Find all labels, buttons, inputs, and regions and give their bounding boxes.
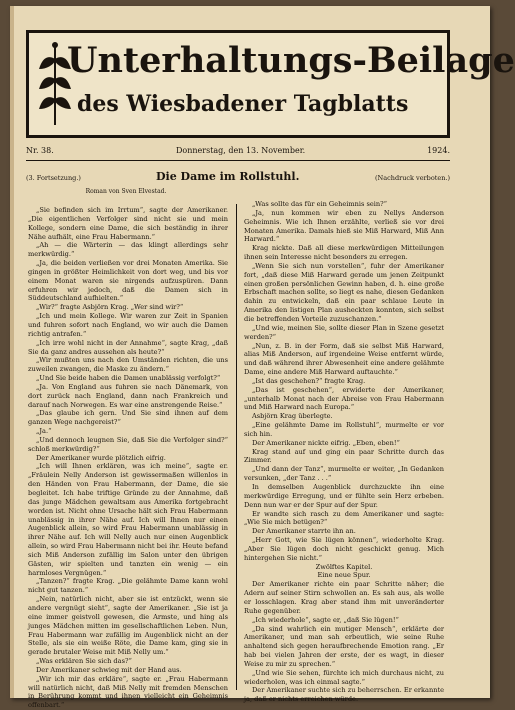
issue-date: Donnerstag, den 13. November. [176, 146, 306, 155]
paragraph: Der Amerikaner wurde plötzlich eifrig. [36, 453, 166, 462]
paragraph: „Und Sie beide haben die Damen unablässig verfolgt?“ [36, 374, 221, 383]
paragraph: „Sie befinden sich im Irrtum“, sagte der Amerikaner. „Die eigentlichen Verfolger sind nicht sie und mein Kollege, sondern eine Dame, die sich beständig in ihrer Nähe aufhält, eine Frau Habermann.“ [28, 206, 228, 241]
chapter-heading: Eine neue Spur. [317, 571, 371, 580]
paragraph: „Wenn Sie sich nun vorstellen“, fuhr der Amerikaner fort, „daß diese Miß Harward gerade um jenen Zeitpunkt einen großen persönlichen Gewinn haben, d. h. eine große Erbschaft machen sollte, so liegt es nahe, diesen Gedanken dahin zu entwickeln, daß ein paar schlaue Leute in Amerika den listigen Plan ausheckten konnten, sich selbst die betreffenden Vorteile zuzuschanzen.“ [244, 261, 444, 323]
article-header [26, 170, 450, 186]
paragraph: „Nun, z. B. in der Form, daß sie selbst Miß Harward, alias Miß Anderson, auf irgendeine Weise entfernt würde, und daß während ihrer Abwesenheit eine andere gelähmte Dame, eine andere Miß Harward auftauchte.“ [244, 341, 444, 377]
masthead [26, 30, 515, 138]
paragraph: „Nein, natürlich nicht, aber sie ist entzückt, wenn sie andere vergnügt sieht“, sagte der Amerikaner. „Sie ist ja eine immer geistvoll gewesen, die Armste, und hing als junges Mädchen mitten im gesellschaftlichen Leben. Nun, Frau Habermann war zufällig im Augenblick nicht an der Stelle, als sie ein weiße Röte, die Dame kam, ging sie in gerade brutaler Weise mit Miß Nelly um.“ [28, 595, 228, 657]
paragraph: „Was erklären Sie sich das?“ [36, 657, 132, 666]
paragraph: „Eine gelähmte Dame im Rollstuhl“, murmelte er vor sich hin. [244, 421, 444, 438]
paragraph: Der Amerikaner schwieg mit der Hand aus. [36, 665, 182, 674]
paragraph: „Ich irre wohl nicht in der Annahme“, sagte Krag, „daß Sie da ganz andres aussehen als heute?“ [28, 338, 228, 356]
issue-year: 1924. [427, 146, 450, 155]
paragraph: „Das ist geschehen“, erwiderte der Amerikaner, „unterhalb Monat nach der Abreise von Frau Habermann und Miß Harward nach Europa.“ [244, 385, 444, 412]
paragraph: „Herr Gott, wie Sie lügen können“, wiederholte Krag. „Aber Sie lügen doch nicht geschickt genug. Mich hintergehen Sie nicht.“ [244, 536, 444, 562]
paragraph: Krag nickte. Daß all diese merkwürdigen Mitteilungen ihnen sein Interesse nicht besonders zu erregen. [244, 244, 444, 262]
paragraph: „Ah — die Wärterin — das klingt allerdings sehr merkwürdig.“ [28, 241, 228, 259]
paragraph: „Das glaube ich gern. Und Sie sind ihnen auf dem ganzen Wege nachgereist?“ [28, 409, 228, 427]
paragraph: Er wandte sich rasch zu dem Amerikaner und sagte: „Wie Sie mich betügen?“ [244, 509, 444, 527]
paragraph: „Und wie Sie sehen, fürchte ich mich durchaus nicht, zu wiederholen, was ich einmal sagte.“ [244, 668, 444, 686]
issue-number: Nr. 38. [26, 146, 54, 155]
paragraph: „Ist das geschehen?“ fragte Krag. [252, 376, 366, 385]
paragraph: In demselben Augenblick durchzuckte ihn eine merkwürdige Erregung, und er fühlte sein Herz erbeben. Denn nun war er der Spur auf der Spur. [244, 483, 444, 509]
paragraph: „Und wie, meinen Sie, sollte dieser Plan in Szene gesetzt werden?“ [244, 323, 444, 341]
paragraph: „Ja, die beiden verließen vor drei Monaten Amerika. Sie gingen in größter Heimlichkeit von dort weg, und bis vor einem Monat waren sie nirgends aufzuspüren. Dann erfuhren wir jedoch, daß die Damen sich in Süddeutschland aufhielten.“ [28, 259, 228, 303]
page-binding-edge [10, 6, 14, 698]
column-divider [236, 204, 237, 690]
paragraph: Der Amerikaner starrte ihn an. [252, 527, 356, 536]
chapter-heading: Zwölftes Kapitel. [315, 562, 373, 571]
masthead-subtitle: des Wiesbadener Tagblatts [77, 91, 409, 117]
paragraph: „Wir?“ fragte Asbjörn Krag. „Wer sind wir?“ [36, 303, 184, 312]
paragraph: „Wir ich mir das erkläre“, sagte er. „Frau Habermann will natürlich nicht, daß Miß Nelly mit fremden Menschen in Berührung kommt und ihnen vielleicht ein Geheimnis offenbart.“ [28, 674, 228, 710]
newspaper-page [10, 6, 515, 710]
article-title: Die Dame im Rollstuhl. [156, 170, 300, 183]
dateline [26, 144, 450, 158]
paragraph: „Ich wiederhole“, sagte er, „daß Sie lügen!“ [252, 615, 399, 624]
paragraph: „Ja.“ [36, 427, 52, 436]
paragraph: Asbjörn Krag überlegte. [252, 412, 333, 421]
paragraph: „Tanzen?“ fragte Krag. „Die gelähmte Dame kann wohl nicht gut tanzen.“ [28, 577, 228, 595]
left-column [28, 206, 228, 710]
paragraph: „Ja. Von England aus fuhren sie nach Dänemark, von dort zurück nach England, dann nach Frankreich und darauf nach Norwegen. Es war eine anstrengende Reise.“ [28, 382, 228, 409]
paragraph: „Was sollte das für ein Geheimnis sein?“ [252, 200, 387, 208]
paragraph: Krag stand auf und ging ein paar Schritte durch das Zimmer. [244, 447, 444, 465]
right-column [244, 200, 444, 704]
paragraph: Der Amerikaner nickte eifrig. „Eben, eben!“ [252, 438, 400, 447]
byline: Roman von Sven Elvestad. [85, 188, 167, 195]
paragraph: Der Amerikaner suchte sich zu beherrschen. Er erkannte ja, daß er nichts erreichen würde. [244, 686, 444, 704]
paragraph: „Ich will Ihnen erklären, was ich meine“, sagte er. „Fräulein Nelly Anderson ist gewissermaßen willenlos in den Händen von Frau Habermann, der Dame, die sie begleitet. Ich habe triftige Gründe zu der Annahme, daß das junge Mädchen gewaltsam aus Amerika fortgebracht worden ist. Nicht ohne Ursache hält sich Frau Habermann unablässig in ihrer Nähe auf. Ich will Ihnen nur einen Augenblick allein, so wird Frau Habermann unablässig in ihrer Nähe auf. Ich will Nelly auch nur einen Augenblick allein, so wird Frau Habermann nicht bei ihr. Heute befand sich Miß Anderson zufällig im Salon unter den übrigen Gästen, wir spielten und tanzten ein wenig — ein harmloses Vergnügen.“ [28, 462, 228, 577]
paragraph: „Da sind wahrlich ein mutiger Mensch“, erklärte der Amerikaner, und man sah erbeutlich, wie seine Ruhe anhaltend sich gegen heraufbrechende Emotion rang. „Er hab bei vielen Jahren der erste, der es wagt, in dieser Weise zu mir zu sprechen.“ [244, 624, 444, 668]
masthead-title: Unterhaltungs-Beilage [67, 40, 515, 81]
paragraph: „Ja, nun kommen wir eben zu Nellys Anderson Geheimnis. Wie ich Ihnen erzählte, verließ sie vor drei Monaten Amerika. Damals hieß sie Miß Harward, Miß Ann Harward.“ [244, 208, 444, 244]
paragraph: „Wir mußten uns nach den Umständen richten, die uns zuweilen zwangen, die Maske zu ändern.“ [28, 356, 228, 374]
paragraph: „Ich und mein Kollege. Wir waren zur Zeit in Spanien und fuhren sofort nach England, wo wir auch die Damen richtig antrafen.“ [28, 312, 228, 338]
reprint-notice: (Nachdruck verboten.) [375, 174, 450, 182]
dateline-rule [26, 160, 450, 161]
continuation-note: (3. Fortsetzung.) [26, 174, 81, 182]
paragraph: „Und dennoch leugnen Sie, daß Sie die Verfolger sind?“ schloß merkwürdig?“ [28, 435, 228, 453]
paragraph: Der Amerikaner richte ein paar Schritte näher; die Adern auf seiner Stirn schwollen an. Es sah aus, als wolle er losschlagen. Krag aber stand ihm mit unveränderter Ruhe gegenüber. [244, 580, 444, 615]
paragraph: „Und dann der Tanz“, murmelte er weiter, „In Gedanken versunken, „der Tanz . . .“ [244, 465, 444, 483]
